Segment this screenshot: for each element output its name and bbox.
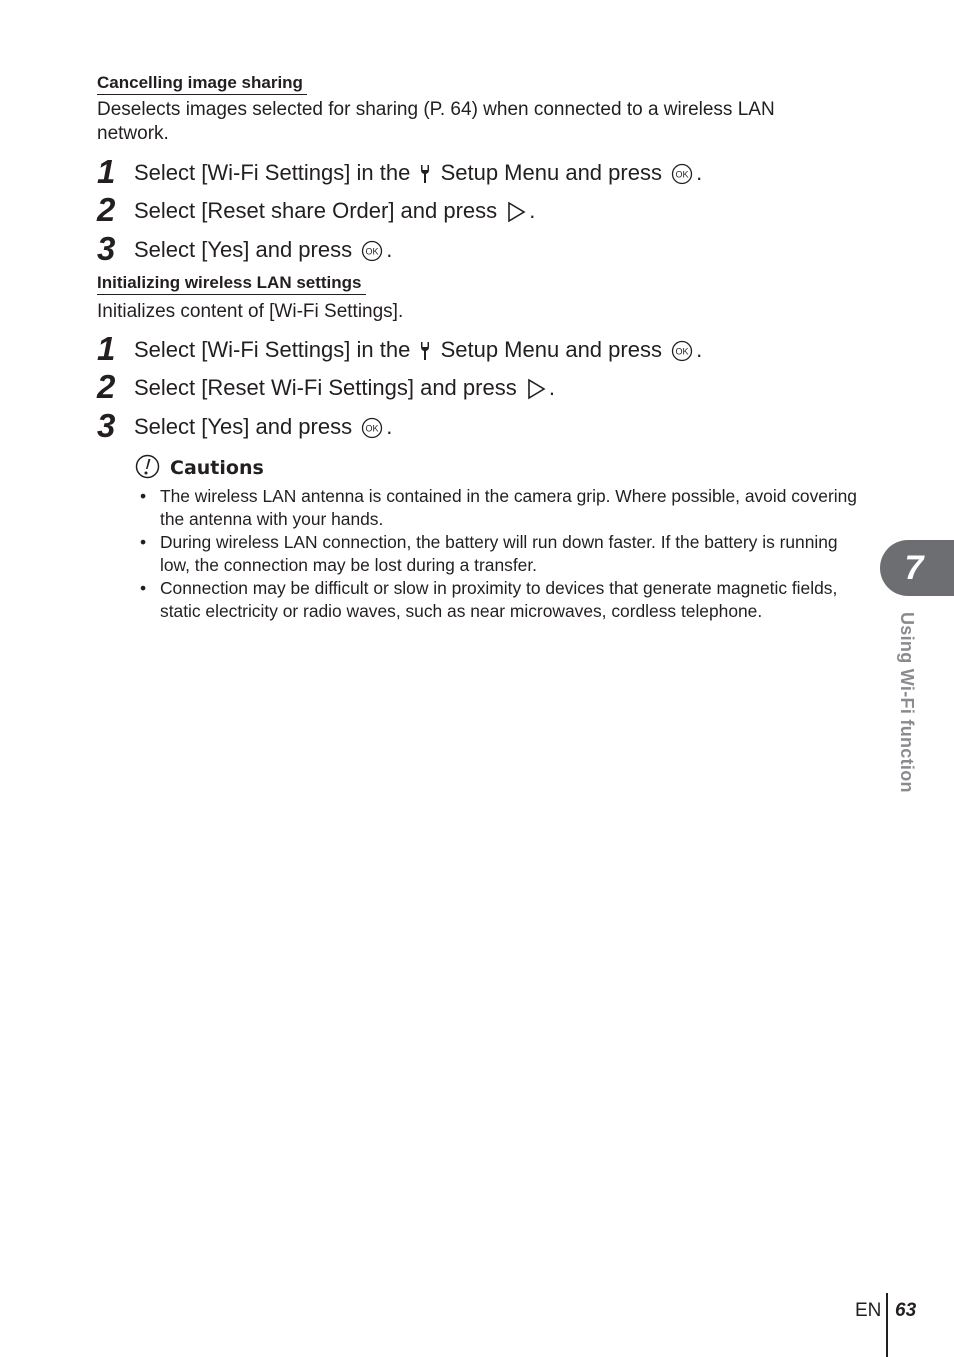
ok-button-icon — [361, 417, 383, 439]
chapter-label: Using Wi-Fi function — [897, 612, 917, 793]
list-item: • During wireless LAN connection, the battery will run down faster. If the battery is running low, the connection may be lost during a transfer. — [140, 532, 838, 575]
wrench-icon — [419, 341, 431, 361]
section-description-initialize-wlan: Initializes content of [Wi-Fi Settings]. — [97, 301, 404, 322]
step-number: 1 — [97, 153, 116, 190]
step-text: Select [Wi-Fi Settings] in the Setup Menu and press OK . — [134, 160, 703, 185]
page-divider — [886, 1293, 888, 1357]
step-text: Select [Wi-Fi Settings] in the Setup Menu and press OK . — [134, 337, 703, 362]
list-item: • The wireless LAN antenna is contained in the camera grip. Where possible, avoid covering the antenna with your hands. — [140, 486, 857, 529]
step-number: 3 — [97, 407, 116, 444]
page-language: EN — [855, 1300, 882, 1321]
bullet-icon: • — [140, 532, 147, 552]
caution-icon — [135, 454, 160, 479]
step-number: 1 — [97, 330, 116, 367]
cautions-title: Cautions — [170, 457, 264, 479]
svg-text:OK: OK — [365, 423, 379, 434]
bullet-icon: • — [140, 486, 147, 506]
svg-text:OK: OK — [675, 346, 689, 357]
step-text: Select [Yes] and press OK . — [134, 237, 393, 262]
section-title-cancel-sharing: Cancelling image sharing — [97, 73, 307, 95]
svg-text:OK: OK — [365, 246, 379, 257]
step-text: Select [Reset Wi-Fi Settings] and press . — [134, 375, 555, 400]
bullet-icon: • — [140, 578, 147, 598]
cautions-list — [140, 485, 860, 623]
step-number: 3 — [97, 230, 116, 267]
chapter-tab — [880, 540, 954, 596]
ok-button-icon — [671, 340, 693, 362]
chapter-number: 7 — [904, 549, 924, 587]
right-arrow-icon — [526, 378, 546, 400]
right-arrow-icon — [506, 201, 526, 223]
ok-button-icon — [671, 163, 693, 185]
list-item: • Connection may be difficult or slow in proximity to devices that generate magnetic fields, static electricity or radio waves, such as near microwaves, cordless telephone. — [140, 578, 838, 621]
wrench-icon — [419, 164, 431, 184]
step-number: 2 — [97, 368, 116, 405]
section-description-cancel-sharing: Deselects images selected for sharing (P. 64) when connected to a wireless LAN network. — [97, 99, 775, 144]
ok-button-icon — [361, 240, 383, 262]
step-text: Select [Reset share Order] and press . — [134, 198, 536, 223]
step-text: Select [Yes] and press OK . — [134, 414, 393, 439]
svg-text:OK: OK — [675, 169, 689, 180]
page-number: 63 — [895, 1300, 917, 1321]
step-number: 2 — [97, 191, 116, 228]
section-title-initialize-wlan: Initializing wireless LAN settings — [97, 273, 366, 295]
